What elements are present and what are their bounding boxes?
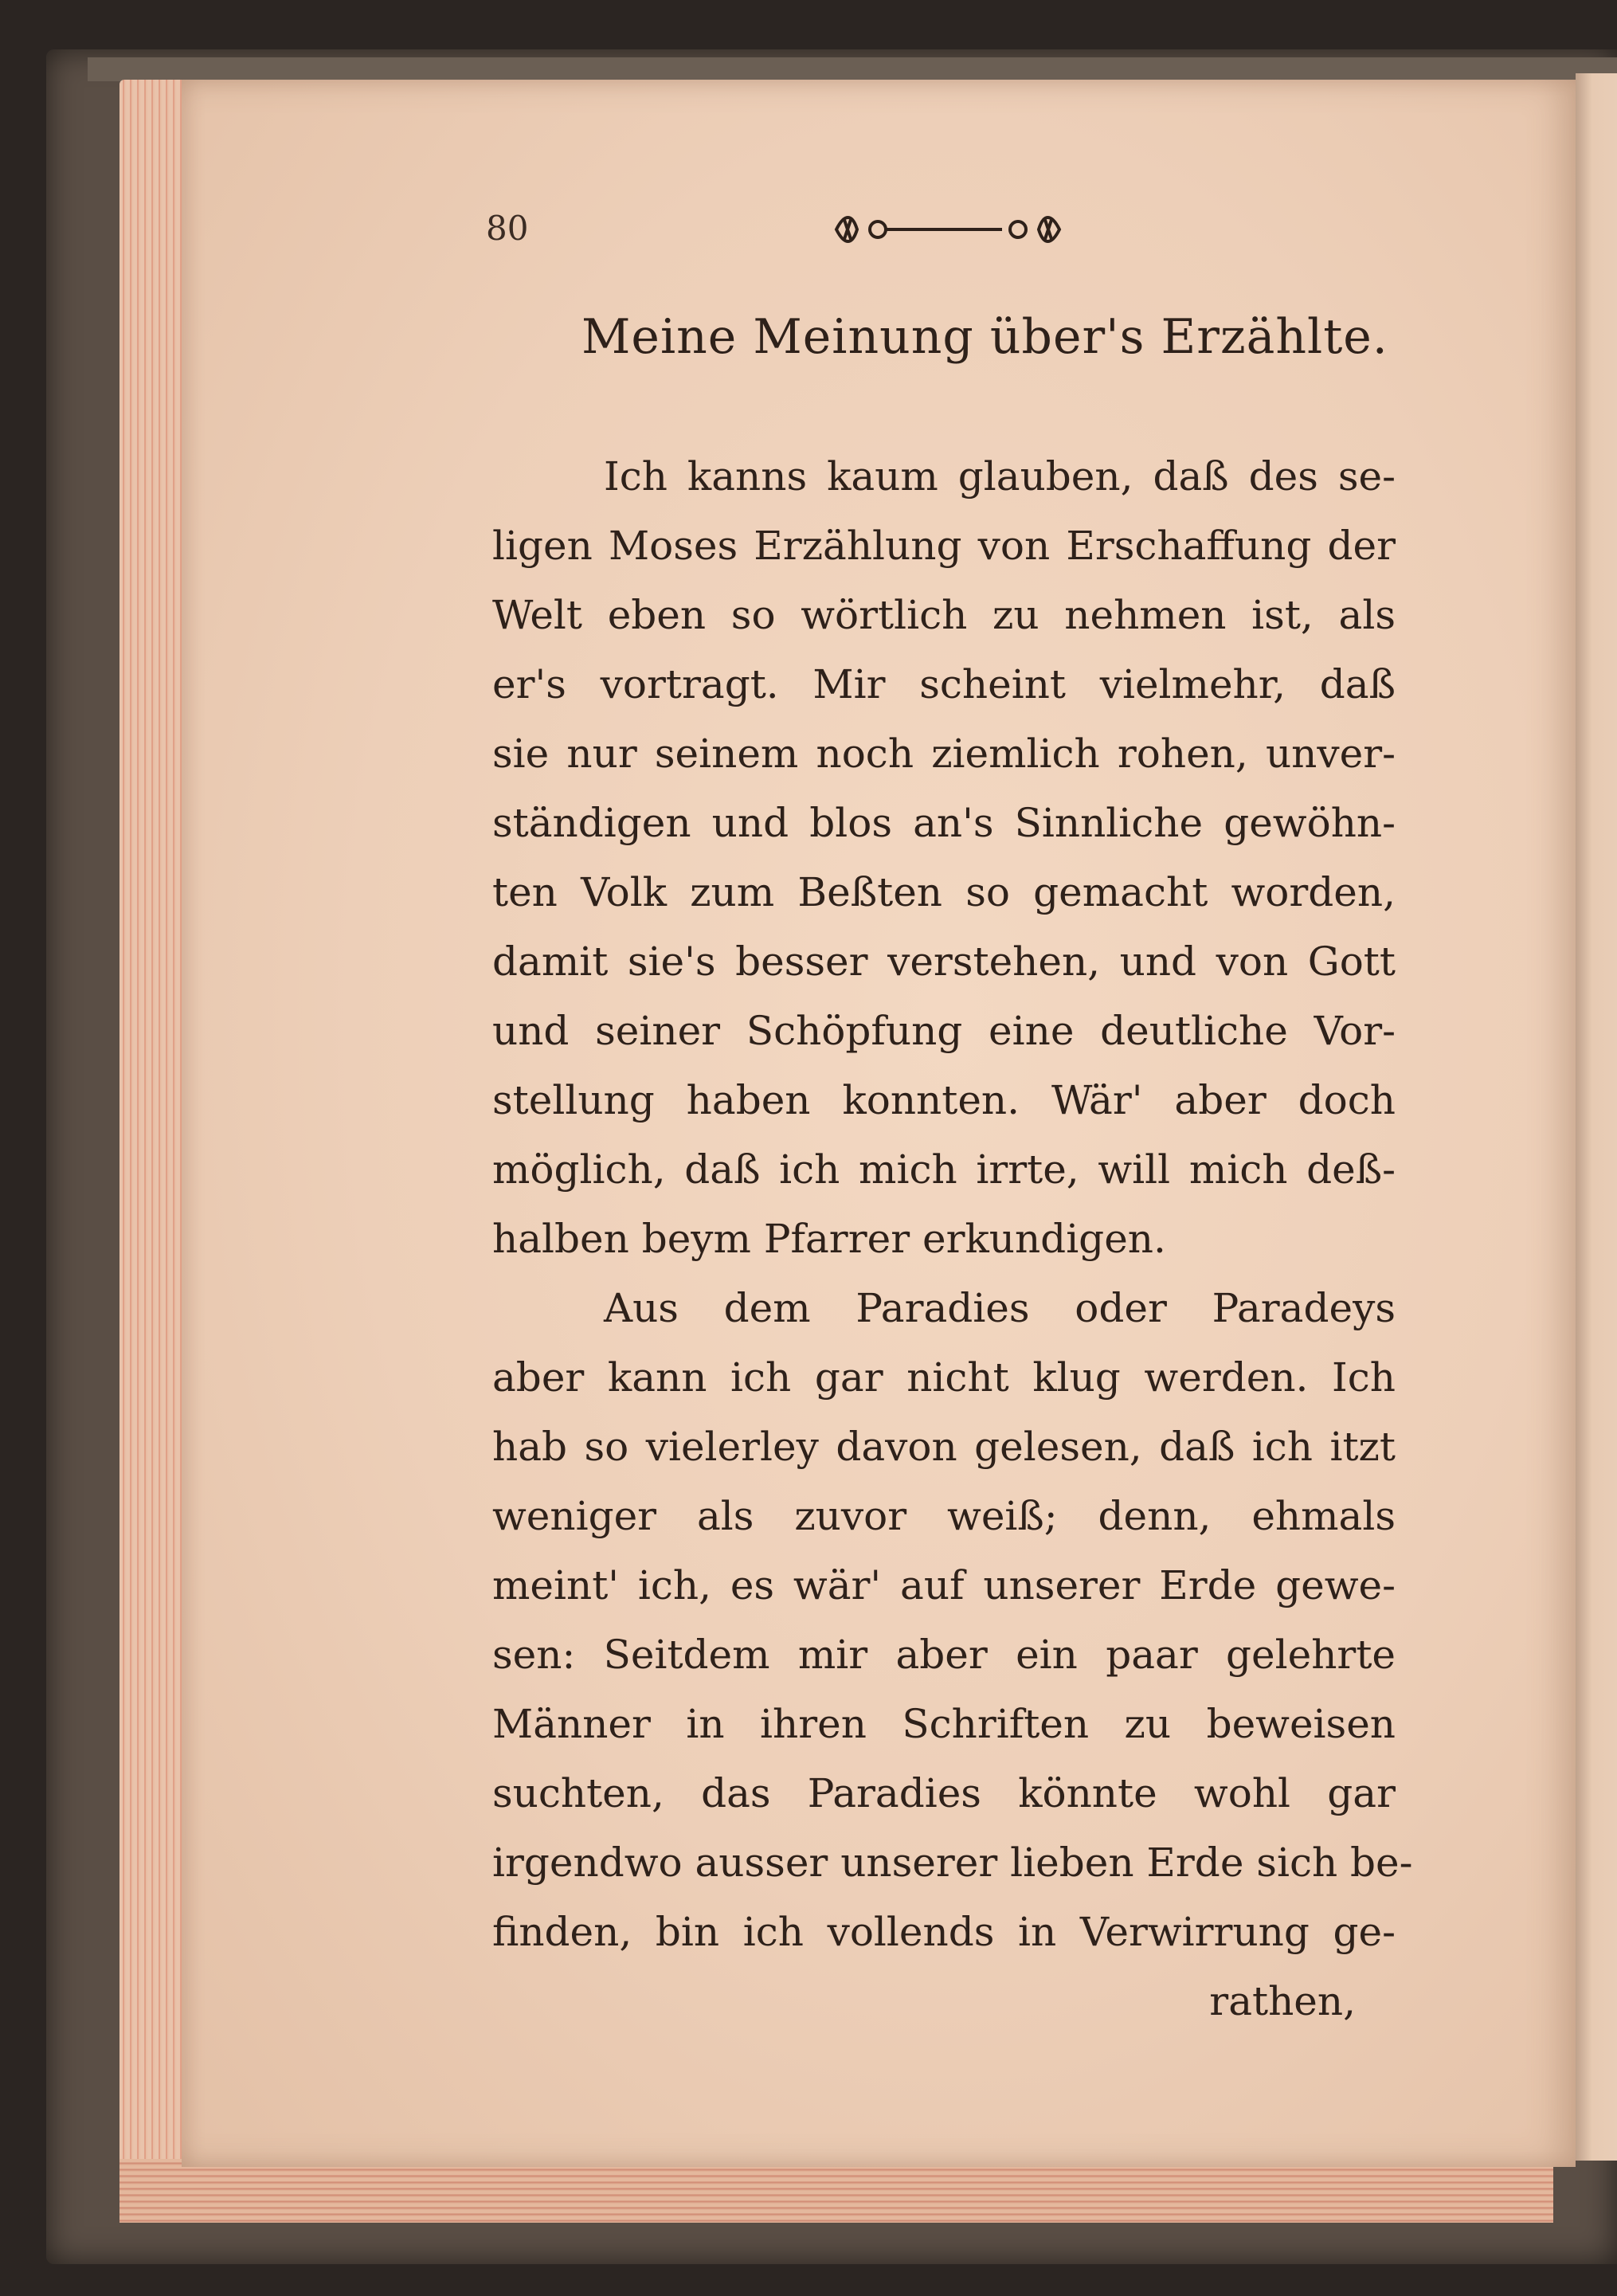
text-line: halben beym Pfarrer erkundigen. [492, 1216, 1166, 1262]
text-line: damit sie's besser verstehen, und von Gott [492, 938, 1396, 985]
text-line: Ich kanns kaum glauben, daß des se- [604, 453, 1396, 500]
page-number: 80 [486, 209, 529, 248]
text-line: und seiner Schöpfung eine deutliche Vor- [492, 1008, 1396, 1054]
text-line: weniger als zuvor weiß; denn, ehmals [492, 1493, 1396, 1539]
text-line: Welt eben so wörtlich zu nehmen ist, als [492, 592, 1396, 638]
text-line: Männer in ihren Schriften zu beweisen [492, 1701, 1396, 1747]
ornament-divider-icon [828, 206, 1067, 253]
page-stack-bottom [119, 2159, 1553, 2223]
text-line: möglich, daß ich mich irrte, will mich deß- [492, 1146, 1396, 1193]
section-heading: Meine Meinung über's Erzählte. [581, 309, 1388, 365]
text-line: sie nur seinem noch ziemlich rohen, unver- [492, 731, 1396, 777]
text-line: hab so vielerley davon gelesen, daß ich itzt [492, 1424, 1396, 1470]
text-line: suchten, das Paradies könnte wohl gar [492, 1770, 1396, 1816]
text-line: stellung haben konnten. Wär' aber doch [492, 1077, 1396, 1123]
text-line: Aus dem Paradies oder Paradeys [604, 1285, 1396, 1331]
text-line: ligen Moses Erzählung von Erschaffung der [492, 523, 1396, 569]
text-line: meint' ich, es wär' auf unserer Erde gewe- [492, 1562, 1396, 1608]
facing-page-edge [1576, 73, 1617, 2161]
page-stack-left [119, 80, 182, 2223]
text-line: finden, bin ich vollends in Verwirrung ge- [492, 1909, 1396, 1955]
text-line: sen: Seitdem mir aber ein paar gelehrte [492, 1632, 1396, 1678]
text-line: ständigen und blos an's Sinnliche gewöhn- [492, 800, 1396, 846]
book-top-edge [88, 57, 1617, 81]
text-line: irgendwo ausser unserer lieben Erde sich be- [492, 1840, 1413, 1886]
catchword: rathen, [1209, 1978, 1356, 2024]
text-line: er's vortragt. Mir scheint vielmehr, daß [492, 661, 1396, 707]
text-line: ten Volk zum Beßten so gemacht worden, [492, 869, 1396, 915]
text-line: aber kann ich gar nicht klug werden. Ich [492, 1354, 1396, 1401]
